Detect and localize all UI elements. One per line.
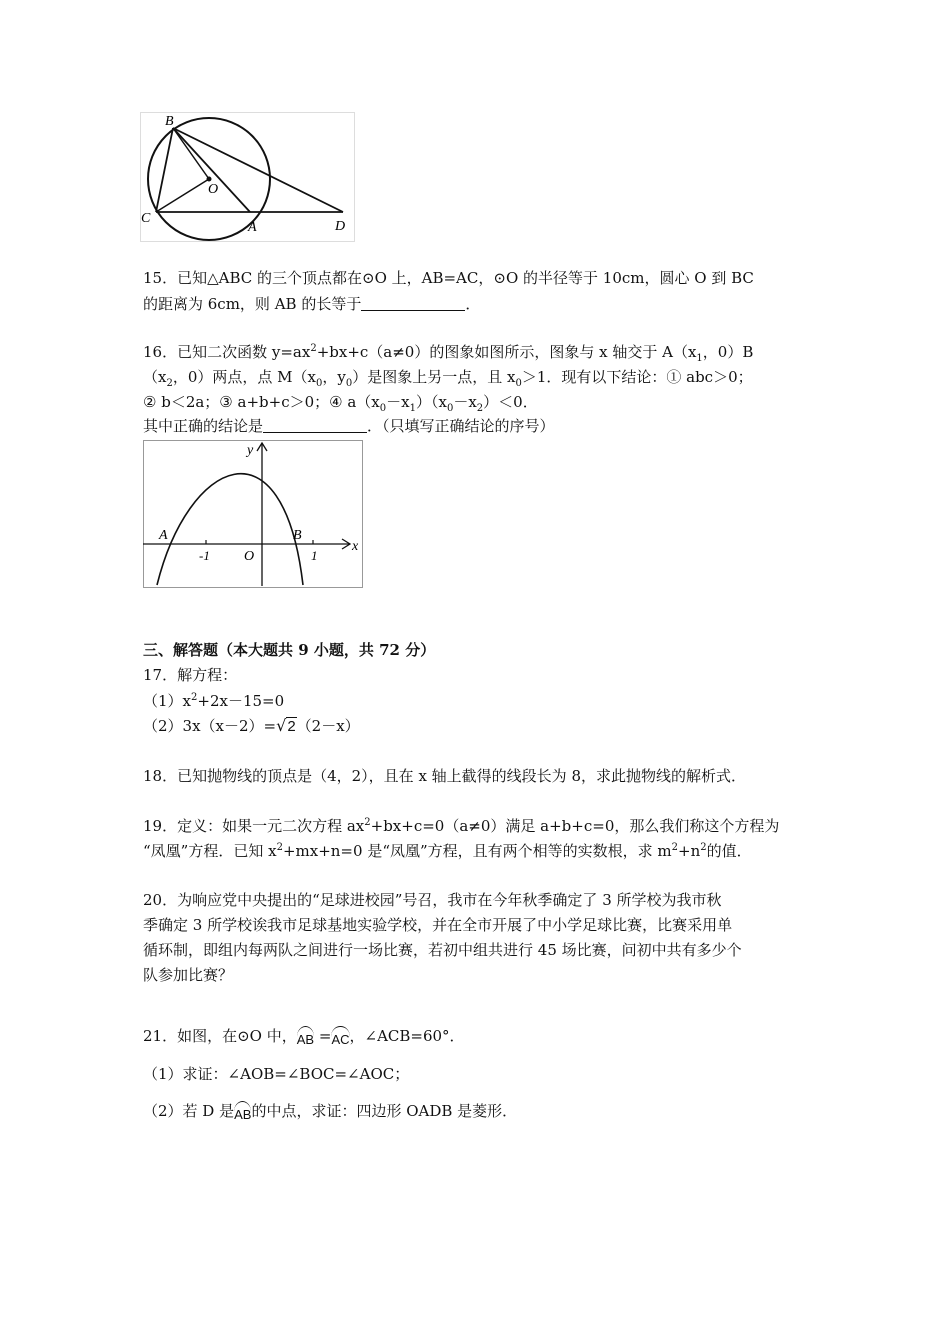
q16-line4: 其中正确的结论是 ．（只填写正确结论的序号） [143, 417, 555, 435]
line-bd [173, 128, 343, 212]
label-b: B [165, 114, 174, 129]
arc-ab: AB [297, 1024, 314, 1047]
label-x: x [352, 539, 359, 554]
q17-part1: $(1)x^2+2x-15=0$ [143, 692, 285, 710]
parabola-figure [143, 440, 363, 588]
q17-part2: （2）3x（x－2）=√2（2－x） [143, 716, 360, 735]
q19-line1: 19．定义：如果一元二次方程 $ax^2+bx+c=0(a\ne 0)$满足 a+b+c=0，那么我们称这个方程为 [143, 817, 780, 835]
q21-line1: 21．如图，在⊙O 中，AB =AC，∠ACB=60°． [143, 1024, 465, 1048]
label-d: D [335, 219, 346, 234]
q20-line2: 季确定 3 所学校诶我市足球基地实验学校，并在全市开展了中小学足球比赛，比赛采用单 [143, 916, 733, 934]
line-bo [173, 128, 209, 179]
q16-line3: ② b＜2a；③ a+b+c＞0；④ $a(x_0-x_1)(x_0-x_2)<0$． [143, 393, 538, 414]
q15-answer-blank[interactable] [361, 295, 465, 311]
q15-end: ． [465, 295, 481, 313]
sqrt-2: 2 [287, 718, 296, 735]
label-o: O [244, 549, 255, 564]
q20-line3: 循环制，即组内每两队之间进行一场比赛，若初中组共进行 45 场比赛，问初中共有多少个 [143, 941, 742, 959]
line-bc [156, 128, 173, 212]
arc-ab-2: AB [234, 1099, 251, 1122]
label-a: A [159, 528, 168, 543]
section3-title: 三、解答题（本大题共 9 小题，共 72 分） [143, 641, 436, 659]
figure-frame [144, 441, 363, 588]
label-b: B [293, 528, 302, 543]
q21-part2: （2）若 D 是AB的中点，求证：四边形 OADB 是菱形． [143, 1099, 517, 1123]
q15-text: 的距离为 6cm，则 AB 的长等于 [143, 295, 362, 313]
q16-answer-blank[interactable] [263, 417, 367, 433]
label-o: O [208, 182, 219, 197]
q15-line1: 15．已知△ABC 的三个顶点都在⊙O 上，AB=AC，⊙O 的半径等于 10cm，圆心 O 到 BC [143, 269, 754, 287]
label-y: y [247, 443, 254, 458]
q21-part1: （1）求证：∠AOB=∠BOC=∠AOC； [143, 1065, 410, 1083]
q16-line2: （$x_2$，0）两点，点 $M(x_0$，$y_0$）是图象上另一点，且 $x_0>1$．现有以下结论：① abc＞0； [143, 368, 753, 389]
label-neg1: -1 [199, 548, 210, 563]
q17-title: 17．解方程： [143, 666, 238, 684]
label-c: C [141, 211, 151, 226]
q16-line1: 16．已知二次函数 $y=ax^2+bx+c(a\ne 0)$的图象如图所示，图象与 x 轴交于 $A(x_1$，0）B [143, 343, 754, 364]
q15-line2 [143, 292, 480, 316]
arc-ac: AC [331, 1024, 349, 1047]
q20-line4: 队参加比赛？ [143, 966, 234, 984]
label-a: A [248, 220, 257, 235]
q19-line2: “凤凰”方程．已知 $x^2+mx+n=0$ 是“凤凰”方程，且有两个相等的实数根，求 $m^2+n^2$的值． [143, 842, 752, 860]
q18-text: 18．已知抛物线的顶点是（4，2），且在 x 轴上截得的线段长为 8，求此抛物线的解析式． [143, 767, 746, 785]
center-point [207, 177, 212, 182]
label-one: 1 [311, 548, 318, 563]
parabola-curve [157, 474, 303, 585]
line-co [156, 179, 209, 212]
q20-line1: 20．为响应党中央提出的“足球进校园”号召，我市在今年秋季确定了 3 所学校为我市秋 [143, 891, 722, 909]
circle-figure [140, 112, 355, 242]
line-ba [173, 128, 250, 212]
